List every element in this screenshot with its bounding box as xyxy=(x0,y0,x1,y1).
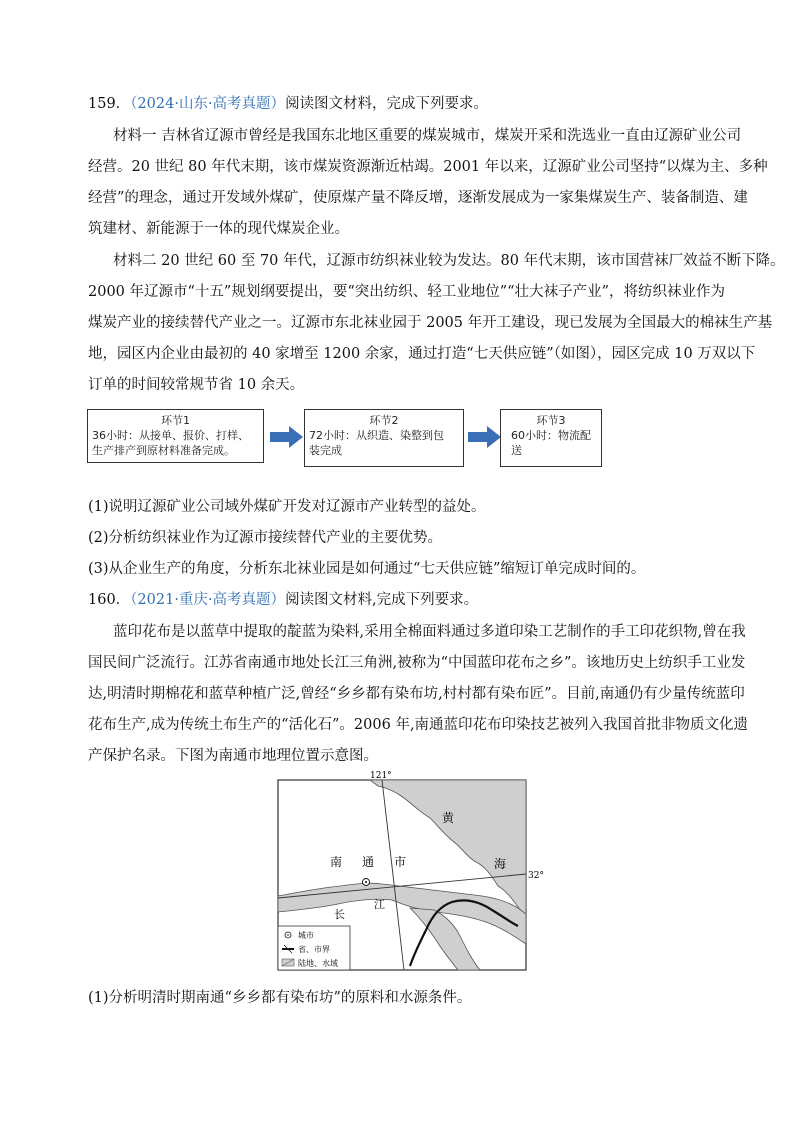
flow-step-title: 环节1 xyxy=(161,414,190,427)
q160-heading xyxy=(88,590,478,610)
map-legend xyxy=(278,926,350,970)
q159-m2-line: 地，园区内企业由最初的 40 家增至 1200 余家，通过打造“七天供应链”（如图），园区完成 10 万双以下 xyxy=(88,346,756,362)
legend-label: 陆地、水域 xyxy=(298,959,338,968)
flow-step-text: 36小时：从接单、报价、打样、 xyxy=(92,429,249,442)
sea-label: 黄 xyxy=(442,811,455,825)
q159-m1-line: 经营”的理念，通过开发域外煤矿，使原煤产量不降反增，逐渐发展成为一家集煤炭生产、装备制造、建 xyxy=(88,190,748,206)
q159-m1-line: 筑建材、新能源于一体的现代煤炭企业。 xyxy=(88,221,349,237)
flow-step-title: 环节3 xyxy=(536,414,566,427)
q160-line: 达,明清时期棉花和蓝草种植广泛,曾经“乡乡都有染布坊,村村都有染布匠”。目前,南通仍有少量传统蓝印 xyxy=(88,686,745,702)
flow-step-3 xyxy=(500,409,602,467)
city-label: 市 xyxy=(394,855,407,869)
q159-m1-line: 经营。20 世纪 80 年代末期，该市煤炭资源渐近枯竭。2001 年以来，辽源矿业公司坚持“以煤为主、多种 xyxy=(88,159,768,175)
sea-label: 海 xyxy=(494,857,507,871)
flow-step-1 xyxy=(87,409,264,463)
q160-line: 花布生产,成为传统土布生产的“活化石”。2006 年,南通蓝印花布印染技艺被列入我国首批非物质文化遗 xyxy=(88,717,749,733)
river-label: 江 xyxy=(374,898,385,911)
city-label: 通 xyxy=(362,855,375,869)
nantong-location-map xyxy=(270,768,570,978)
flow-step-text: 装完成 xyxy=(309,444,342,457)
question-item: (1)说明辽源矿业公司域外煤矿开发对辽源市产业转型的益处。 xyxy=(88,499,486,515)
flow-step-text: 72小时：从织造、染整到包 xyxy=(309,429,444,442)
q160-line: 国民间广泛流行。江苏省南通市地处长江三角洲,被称为“中国蓝印花布之乡”。该地历史上纺织手工业发 xyxy=(88,655,746,671)
q159-heading xyxy=(88,94,488,114)
city-label: 南 xyxy=(330,855,343,869)
flow-step-2 xyxy=(304,409,464,467)
lon-label: 121° xyxy=(370,771,392,781)
q160-number: 160． xyxy=(88,592,131,608)
q159-m2-line: 订单的时间较常规节省 10 余天。 xyxy=(88,377,305,393)
q159-m1-line: 材料一 吉林省辽源市曾经是我国东北地区重要的煤炭城市，煤炭开采和洗选业一直由辽源矿业公司 xyxy=(113,128,742,144)
q159-prompt: 阅读图文材料，完成下列要求。 xyxy=(285,96,489,112)
q160-line: 蓝印花布是以蓝草中提取的靛蓝为染料,采用全棉面料通过多道印染工艺制作的手工印花织物,曾在我 xyxy=(113,624,746,640)
flow-step-text: 送 xyxy=(511,444,522,457)
legend-label: 省、市界 xyxy=(298,945,330,954)
flow-step-title: 环节2 xyxy=(369,414,399,427)
q159-m2-line: 2000 年辽源市“十五”规划纲要提出，要“突出纺织、轻工业地位”“壮大袜子产业”，将纺织袜业作为 xyxy=(88,284,725,300)
q159-number: 159． xyxy=(88,96,131,112)
flow-step-text: 60小时：物流配 xyxy=(511,429,591,442)
q159-source: （2024·山东·高考真题） xyxy=(130,96,286,112)
q159-m2-line: 煤炭产业的接续替代产业之一。辽源市东北袜业园于 2005 年开工建设，现已发展为全国最大的棉袜生产基 xyxy=(88,315,773,331)
lat-label: 32° xyxy=(528,871,544,881)
q159-m2-line: 材料二 20 世纪 60 至 70 年代，辽源市纺织袜业较为发达。80 年代末期，该市国营袜厂效益不断下降。 xyxy=(113,253,785,269)
river-label: 长 xyxy=(334,908,345,921)
question-item: (3)从企业生产的角度，分析东北袜业园是如何通过“七天供应链”缩短订单完成时间的。 xyxy=(88,561,646,577)
q160-source: （2021·重庆·高考真题） xyxy=(130,592,286,608)
q160-prompt: 阅读图文材料,完成下列要求。 xyxy=(285,592,479,608)
q160-line: 产保护名录。下图为南通市地理位置示意图。 xyxy=(88,748,378,764)
legend-label: 城市 xyxy=(298,931,314,940)
question-item: (2)分析纺织袜业作为辽源市接续替代产业的主要优势。 xyxy=(88,530,443,546)
question-item: (1)分析明清时期南通“乡乡都有染布坊”的原料和水源条件。 xyxy=(88,990,472,1006)
flow-step-text: 生产排产到原材料准备完成。 xyxy=(92,444,235,457)
